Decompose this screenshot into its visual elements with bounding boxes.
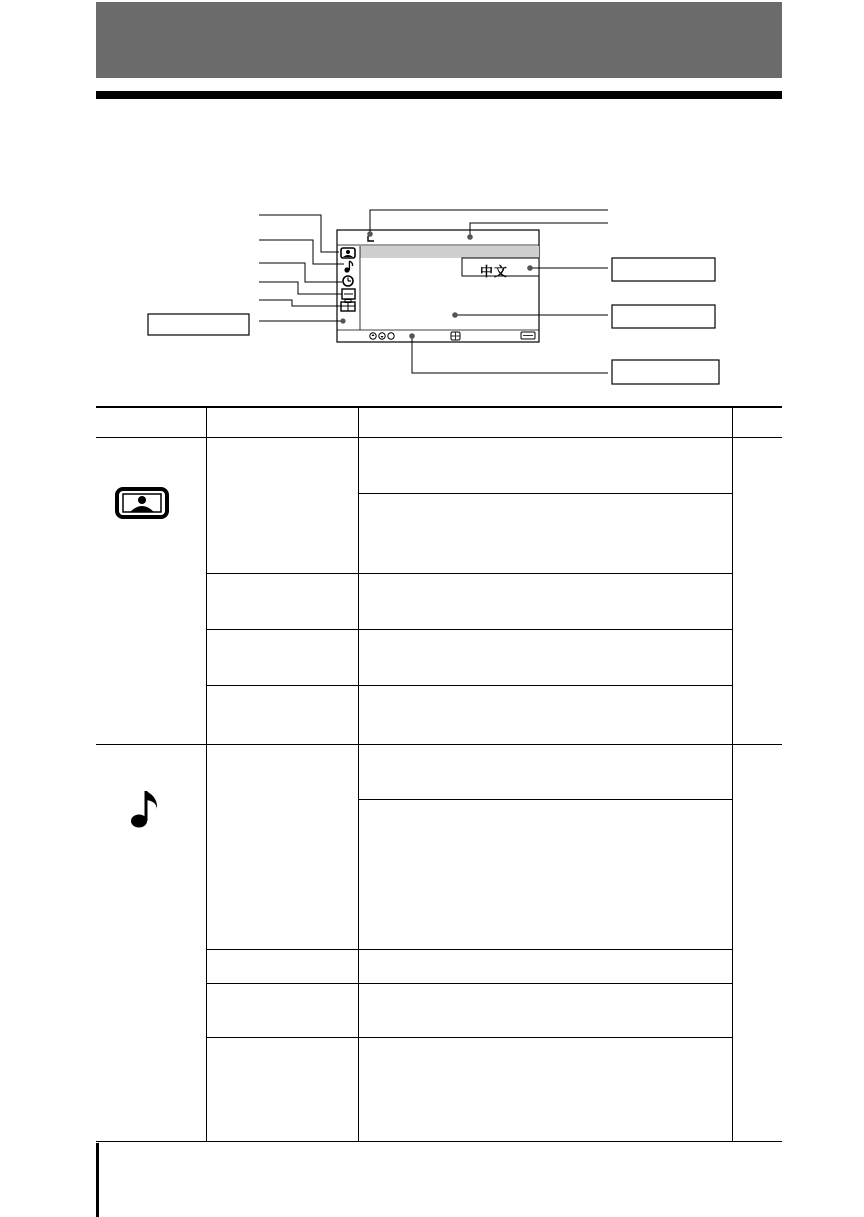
left-leader-lines xyxy=(259,215,344,321)
row-rule xyxy=(359,799,732,800)
row-rule xyxy=(359,493,732,494)
timer-menu-icon xyxy=(343,276,353,286)
menu-highlight-bar xyxy=(360,246,539,258)
table-top-rule xyxy=(96,406,782,408)
menu-table xyxy=(96,406,782,1146)
menu-diagram xyxy=(0,0,864,400)
section-divider xyxy=(96,744,782,745)
col-divider-1 xyxy=(206,406,207,1142)
row-rule xyxy=(206,983,732,984)
row-rule xyxy=(206,573,732,574)
picture-icon xyxy=(114,486,170,522)
row-rule xyxy=(206,1037,732,1038)
row-rule xyxy=(206,949,732,950)
row-rule xyxy=(206,629,732,630)
page-margin-rule xyxy=(96,1143,99,1217)
col-divider-2 xyxy=(358,406,359,1142)
table-header-rule xyxy=(96,437,782,438)
tv-menu-screen xyxy=(337,230,539,342)
music-note-icon xyxy=(128,788,162,830)
callout-box-operation xyxy=(612,360,719,384)
row-rule xyxy=(206,685,732,686)
callout-box-left xyxy=(148,314,249,335)
col-divider-3 xyxy=(732,406,733,1142)
table-bottom-rule xyxy=(96,1141,782,1142)
callout-box-language xyxy=(612,258,715,281)
language-option-text: 中文 xyxy=(480,264,509,279)
callout-box-settings xyxy=(612,305,715,328)
